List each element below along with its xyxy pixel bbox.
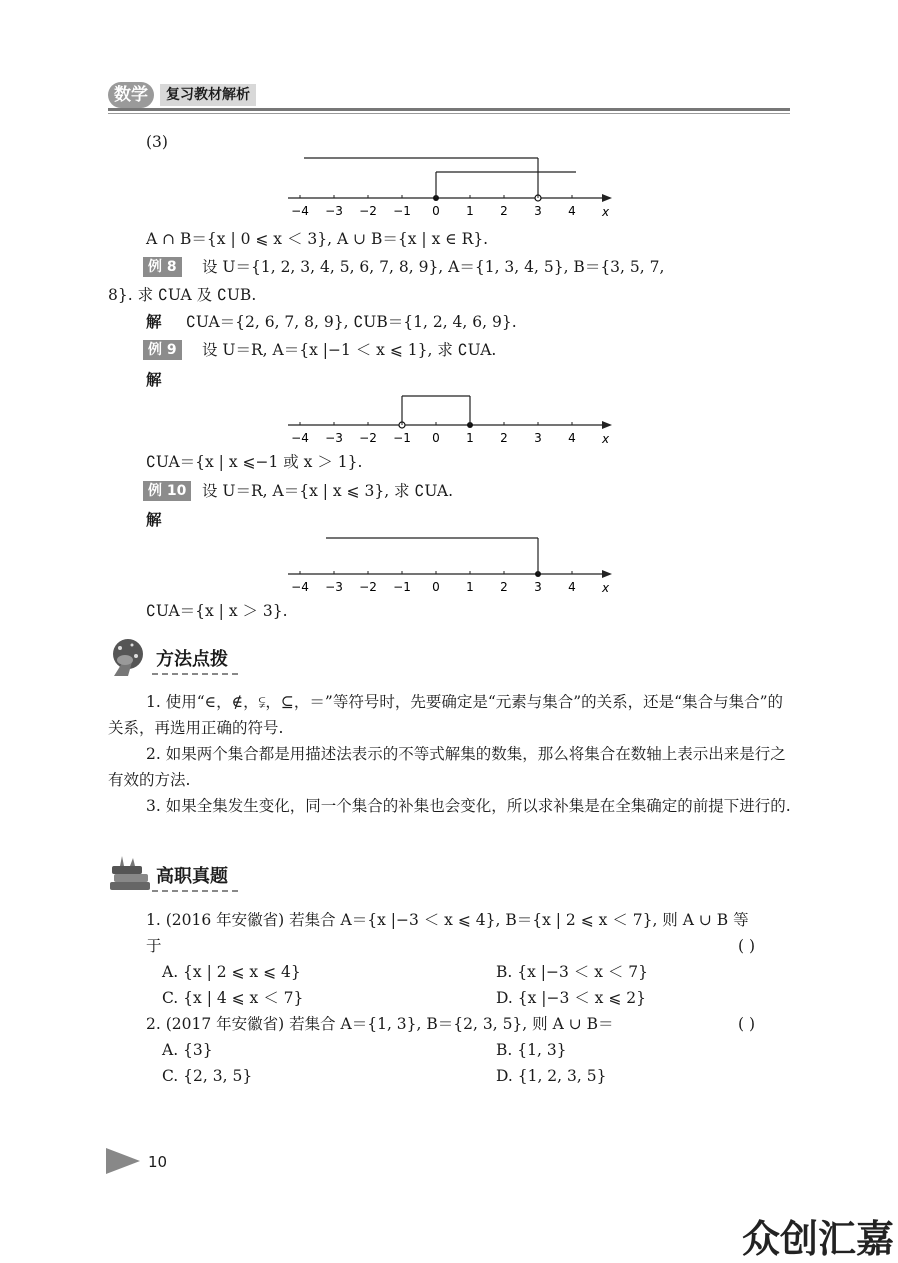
q2-stem: 2. (2017 年安徽省) 若集合 A＝{1, 3}, B＝{2, 3, 5}, 则 A ∪ B＝ [146,1015,614,1033]
q2-option-b: B. {1, 3} [496,1041,567,1059]
books-icon [106,854,154,894]
tick-label: 3 [534,204,542,218]
tick-label: 2 [500,580,508,594]
tick-label: 4 [568,580,576,594]
tick-label: 1 [466,431,474,445]
subject-badge: 数学 [108,82,154,108]
q1-answer-paren: ( ) [738,937,756,955]
q2-option-c: C. {2, 3, 5} [162,1067,253,1085]
example-9-problem: 设 U＝R, A＝{x |−1 ＜ x ⩽ 1}, 求 ∁UA. [202,341,497,359]
tick-label: 3 [534,431,542,445]
exam-underline [152,890,238,892]
axis-label: x [602,581,610,595]
tick-label: 3 [534,580,542,594]
example-10-tag: 例 10 [143,481,191,501]
q2-option-d: D. {1, 2, 3, 5} [496,1067,607,1085]
tick-label: 1 [466,204,474,218]
exam-title: 高职真题 [156,866,228,887]
axis-label: x [602,432,610,446]
tick-label: 2 [500,204,508,218]
example-8-solution: ∁UA＝{2, 6, 7, 8, 9}, ∁UB＝{1, 2, 4, 6, 9}. [186,313,517,331]
number-line-3 [280,530,620,600]
tick-label: −2 [359,580,377,594]
method-title: 方法点拨 [156,649,228,670]
q1-stem: 1. (2016 年安徽省) 若集合 A＝{x |−3 ＜ x ⩽ 4}, B＝{x | 2 ⩽ x ＜ 7}, 则 A ∪ B 等 [146,911,749,929]
example-10-result: ∁UA＝{x | x ＞ 3}. [146,602,288,620]
header-rule-thin [108,113,790,114]
book-title: 复习教材解析 [160,84,256,106]
method-underline [152,673,238,675]
q1-option-b: B. {x |−3 ＜ x ＜ 7} [496,963,649,981]
tick-label: 4 [568,431,576,445]
watermark: 众创汇嘉 [742,1217,895,1261]
number-line-1 [280,150,620,220]
tick-label: −3 [325,580,343,594]
q1-option-c: C. {x | 4 ⩽ x ＜ 7} [162,989,304,1007]
method-item-1: 1. 使用“∈，∉，⫋，⊆，＝”等符号时，先要确定是“元素与集合”的关系，还是“集合与集合”的关系，再选用正确的符号. [108,693,784,737]
example-10-problem: 设 U＝R, A＝{x | x ⩽ 3}, 求 ∁UA. [202,482,454,500]
q2-answer-paren: ( ) [738,1015,756,1033]
tick-label: −4 [291,580,309,594]
tick-label: 1 [466,580,474,594]
tick-label: 0 [432,431,440,445]
axis-label: x [602,205,610,219]
method-icon [106,636,152,678]
page-number: 10 [148,1153,168,1171]
tick-label: −4 [291,204,309,218]
example-8-problem: 设 U＝{1, 2, 3, 4, 5, 6, 7, 8, 9}, A＝{1, 3, 4, 5}, B＝{3, 5, 7, [202,258,665,276]
example-8-solution-label: 解 [146,313,162,331]
tick-label: −2 [359,204,377,218]
tick-label: −2 [359,431,377,445]
example-8-problem-cont: 8}. 求 ∁UA 及 ∁UB. [108,286,257,304]
part-label: (3) [146,133,168,151]
q1-option-a: A. {x | 2 ⩽ x ⩽ 4} [162,963,301,981]
tick-label: 0 [432,580,440,594]
example-9-tag: 例 9 [143,340,182,360]
tick-label: −3 [325,431,343,445]
example-10-solution-label: 解 [146,511,162,529]
q2-option-a: A. {3} [162,1041,213,1059]
header-rule [108,108,790,111]
tick-label: −4 [291,431,309,445]
example-9-solution-label: 解 [146,371,162,389]
tick-label: −1 [393,204,411,218]
method-item-2: 2. 如果两个集合都是用描述法表示的不等式解集的数集，那么将集合在数轴上表示出来是行之有效的方法. [108,745,786,789]
tick-label: −1 [393,580,411,594]
q1-option-d: D. {x |−3 ＜ x ⩽ 2} [496,989,646,1007]
tick-label: 2 [500,431,508,445]
tick-label: 4 [568,204,576,218]
tick-label: −3 [325,204,343,218]
number-line-2 [280,388,620,448]
example-9-result: ∁UA＝{x | x ⩽−1 或 x ＞ 1}. [146,453,363,471]
page-arrow-icon [106,1146,146,1176]
example-8-tag: 例 8 [143,257,182,277]
method-item-3: 3. 如果全集发生变化，同一个集合的补集也会变化，所以求补集是在全集确定的前提下进行的. [146,797,791,815]
tick-label: 0 [432,204,440,218]
q1-stem-cont: 于 [146,937,162,955]
tick-label: −1 [393,431,411,445]
part3-result: A ∩ B＝{x | 0 ⩽ x ＜ 3}, A ∪ B＝{x | x ∈ R}. [146,230,489,248]
